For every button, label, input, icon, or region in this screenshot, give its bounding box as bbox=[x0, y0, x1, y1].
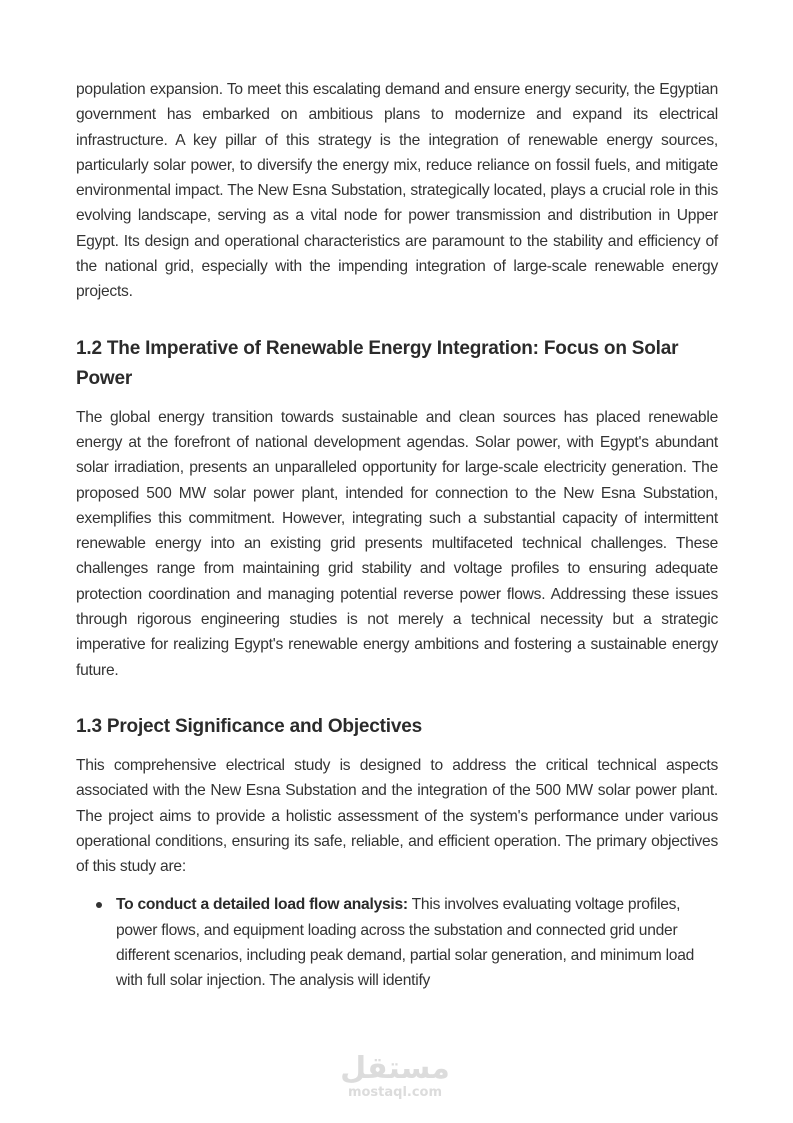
list-item bbox=[116, 892, 718, 993]
watermark-logo bbox=[330, 1052, 460, 1100]
watermark-arabic: مستقل bbox=[340, 1051, 450, 1086]
objective-title: To conduct a detailed load flow analysis: bbox=[116, 896, 408, 914]
objectives-list bbox=[76, 892, 718, 993]
bullet-icon bbox=[96, 902, 102, 908]
section-heading-1-3: 1.3 Project Significance and Objectives bbox=[76, 715, 422, 737]
document-page bbox=[76, 77, 718, 994]
section-heading-1-2: 1.2 The Imperative of Renewable Energy Integration: Focus on Solar Power bbox=[76, 337, 679, 389]
section-1-3-paragraph: This comprehensive electrical study is designed to address the critical technical aspects associated with the New Esna Substation and the integration of the 500 MW solar power plant. The project aims to provide a holistic assessment of the system's performance under various operational conditions, ensuring its safe, reliable, and efficient operation. The primary objectives of this study are: bbox=[76, 756, 718, 876]
section-1-2-paragraph: The global energy transition towards sustainable and clean sources has placed renewable energy at the forefront of national development agendas. Solar power, with Egypt's abundant solar irradiation, presents an unparalleled opportunity for large-scale electricity generation. The proposed 500 MW solar power plant, intended for connection to the New Esna Substation, exemplifies this commitment. However, integrating such a substantial capacity of intermittent renewable energy into an existing grid presents multifaceted technical challenges. These challenges range from maintaining grid stability and voltage profiles to ensuring adequate protection coordination and managing potential reverse power flows. Addressing these issues through rigorous engineering studies is not merely a technical necessity but a strategic imperative for realizing Egypt's renewable energy ambitions and fostering a sustainable energy future. bbox=[76, 408, 718, 679]
intro-paragraph: population expansion. To meet this escalating demand and ensure energy security, the Egyptian government has embarked on ambitious plans to modernize and expand its electrical infrastructure. A key pillar of this strategy is the integration of renewable energy sources, particularly solar power, to diversify the energy mix, reduce reliance on fossil fuels, and mitigate environmental impact. The New Esna Substation, strategically located, plays a crucial role in this evolving landscape, serving as a vital node for power transmission and distribution in Upper Egypt. Its design and operational characteristics are paramount to the stability and efficiency of the national grid, especially with the impending integration of large-scale renewable energy projects. bbox=[76, 81, 718, 301]
objective-text: This involves evaluating voltage profiles, power flows, and equipment loading across the substation and connected grid under different scenarios, including peak demand, partial solar generation, and minimum load with full solar injection. The analysis will identify bbox=[116, 896, 695, 990]
watermark-latin: mostaql.com bbox=[347, 1085, 443, 1100]
